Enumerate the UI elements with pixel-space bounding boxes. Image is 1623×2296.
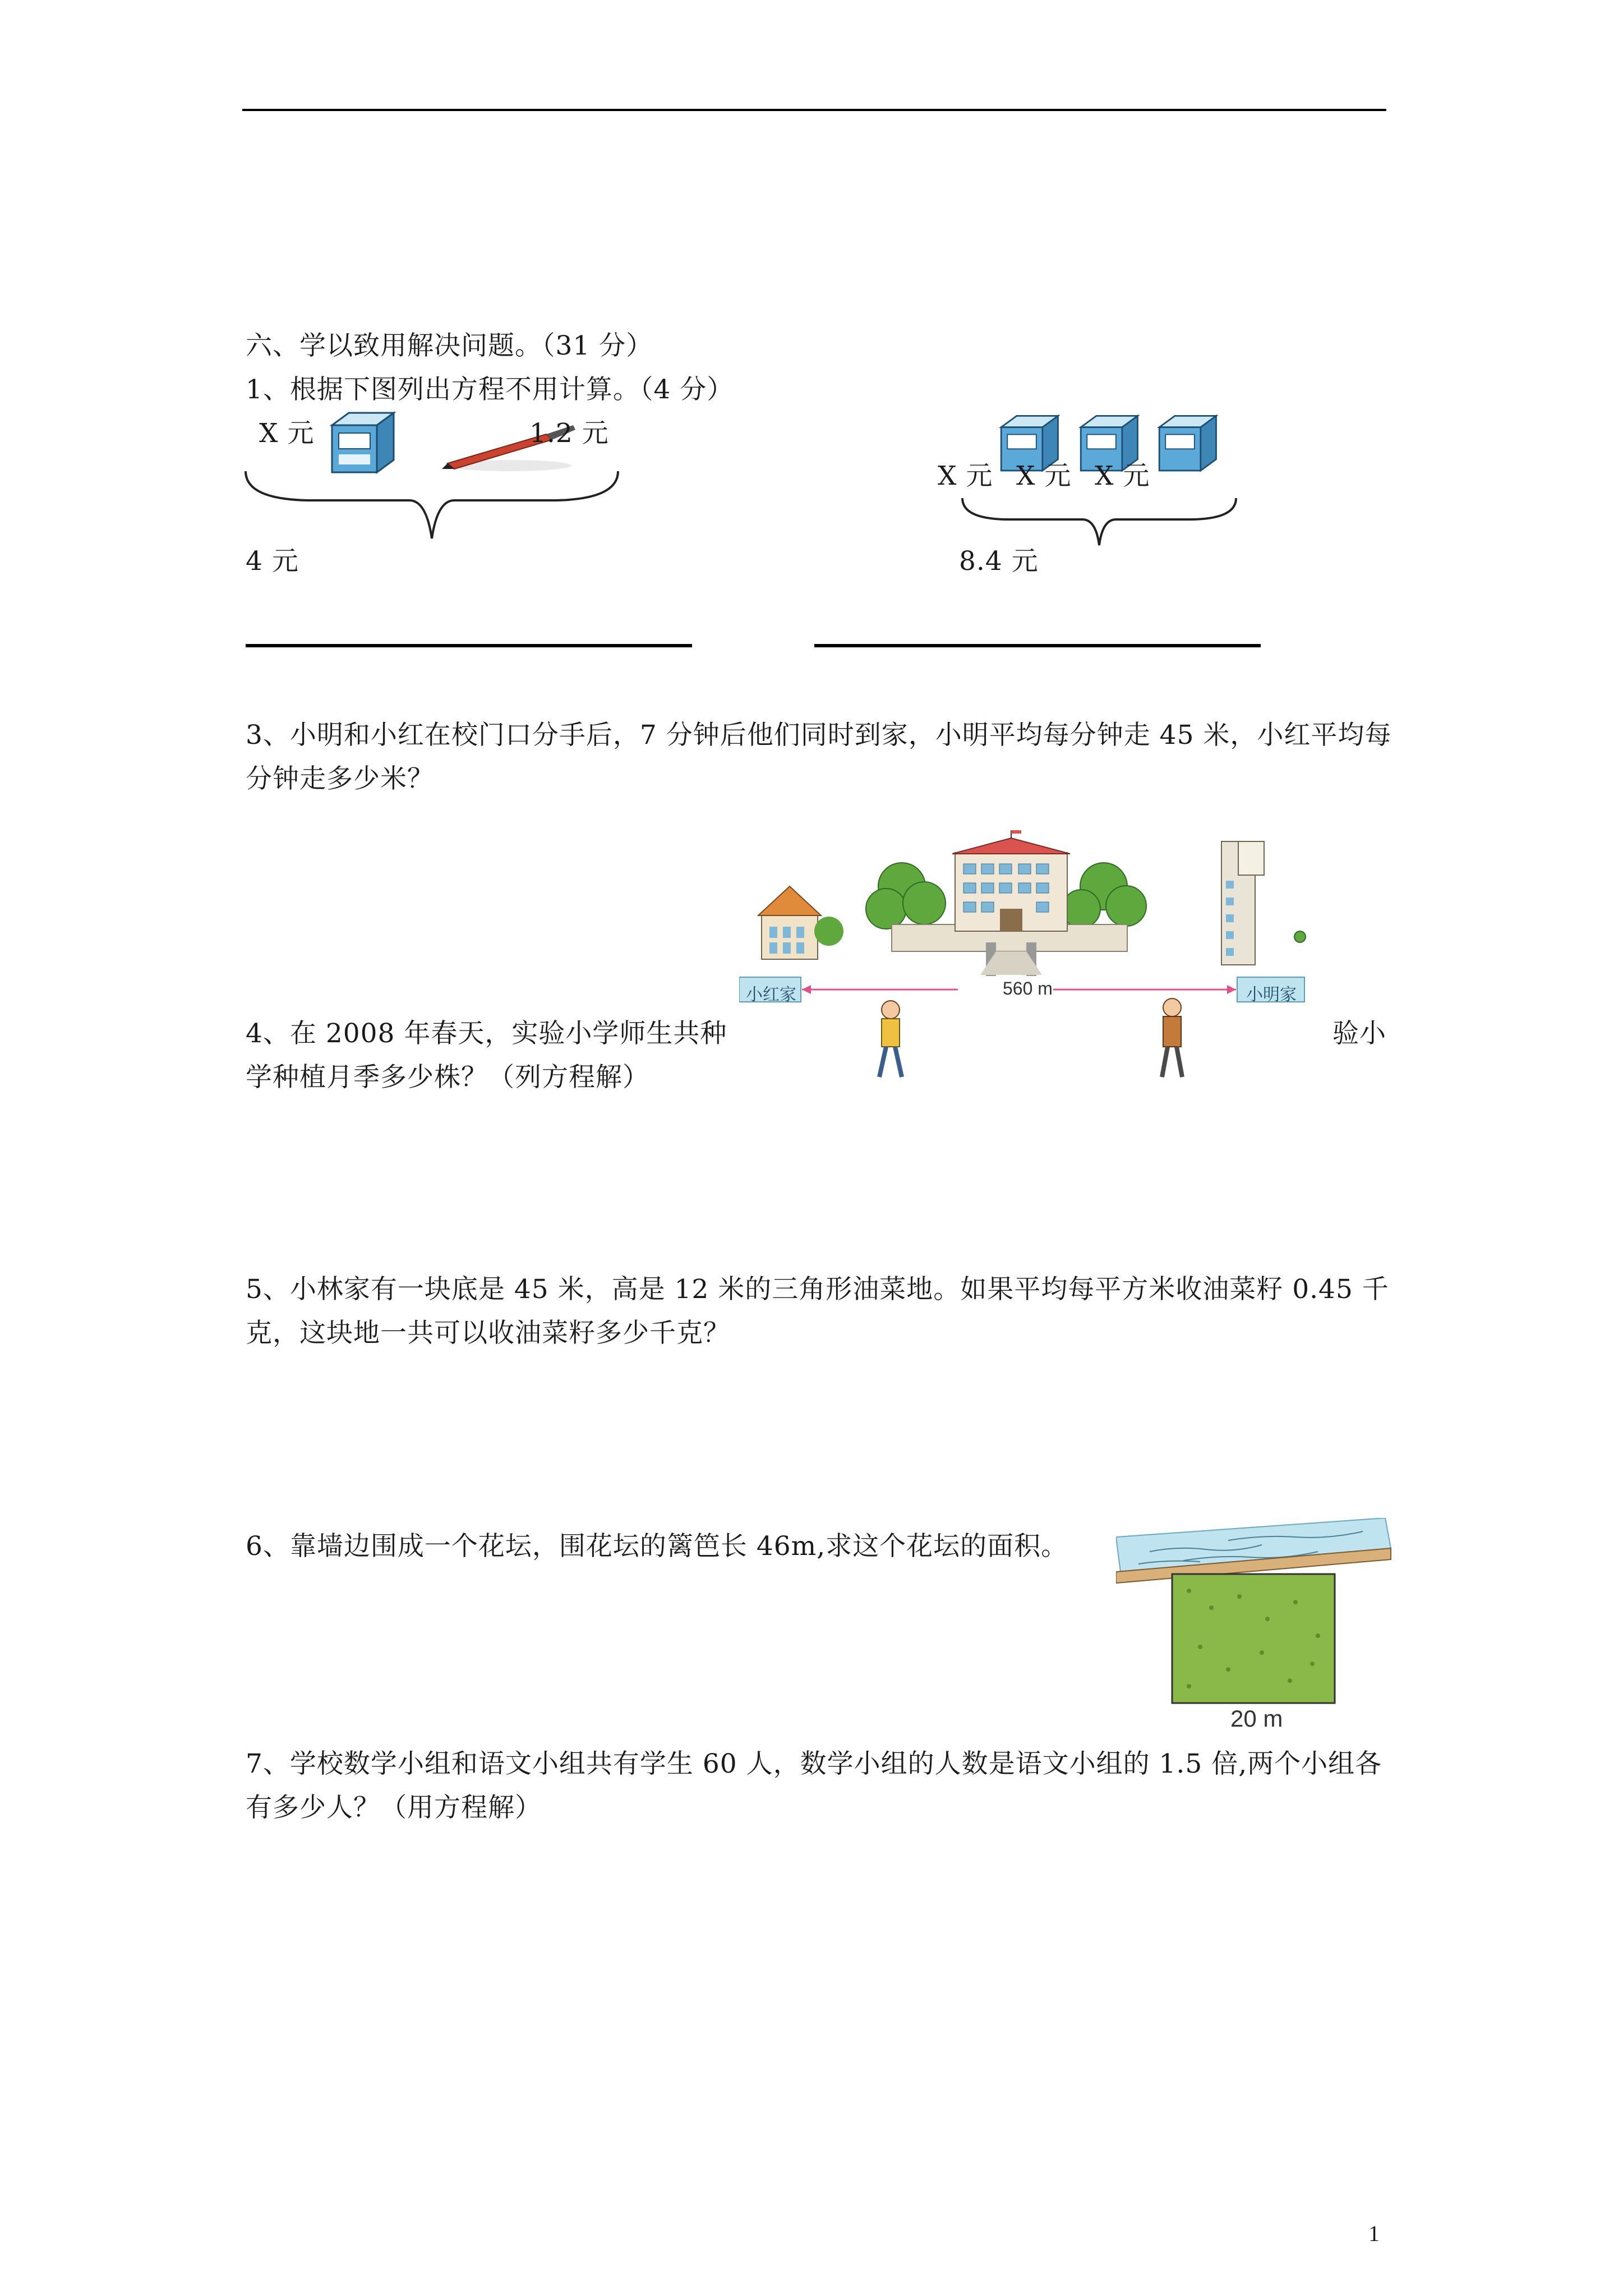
q1-right-total: 8.4 元 (959, 546, 1039, 577)
q1-right-price-3: X 元 (1095, 461, 1150, 491)
q3-text: 3、小明和小红在校门口分手后，7 分钟后他们同时到家，小明平均每分钟走 45 米，小红平均每分钟走多少米？ (246, 720, 1392, 794)
boy-figure (1162, 999, 1182, 1077)
section-title: 六、学以致用解决问题。（31 分） (246, 330, 653, 361)
answer-line-right (814, 644, 1261, 647)
q6-text: 6、靠墙边围成一个花坛，围花坛的篱笆长 46m,求这个花坛的面积。 (246, 1531, 1068, 1562)
page-number: 1 (1368, 2221, 1380, 2246)
left-brace (241, 466, 623, 544)
xiaoming-home-label: 小明家 (1246, 985, 1297, 1005)
q5-text: 5、小林家有一块底是 45 米，高是 12 米的三角形油菜地。如果平均每平方米收油菜籽 0.45 千克，这块地一共可以收油菜籽多少千克？ (246, 1274, 1389, 1349)
q4-text-start: 4、在 2008 年春天，实验小学师生共种 (246, 1018, 727, 1049)
q1-left-item1-price: X 元 (259, 418, 315, 449)
q1-left-total: 4 元 (246, 546, 299, 577)
school-route-figure (739, 830, 1311, 1088)
header-rule (242, 109, 1386, 111)
q1-right-price-2: X 元 (1016, 461, 1072, 491)
q1-prompt: 1、根据下图列出方程不用计算。（4 分） (246, 374, 734, 405)
milk-carton-icon (1153, 412, 1220, 477)
q7-text: 7、学校数学小组和语文小组共有学生 60 人，数学小组的人数是语文小组的 1.5 倍,两个小组各有多少人？（用方程解） (246, 1749, 1382, 1823)
q4-text-end: 验小 (1332, 1018, 1386, 1049)
q4-text-line2: 学种植月季多少株？（列方程解） (246, 1062, 649, 1093)
q1-right-price-1: X 元 (938, 461, 993, 491)
answer-line-left (246, 644, 692, 647)
xiaohong-home-label: 小红家 (746, 985, 796, 1005)
flowerbed-width-label: 20 m (1230, 1705, 1283, 1732)
girl-figure (879, 1001, 902, 1077)
distance-label: 560 m (1003, 978, 1053, 999)
flowerbed-figure (1116, 1518, 1396, 1720)
q1-left-item2-price: 1.2 元 (529, 418, 609, 449)
